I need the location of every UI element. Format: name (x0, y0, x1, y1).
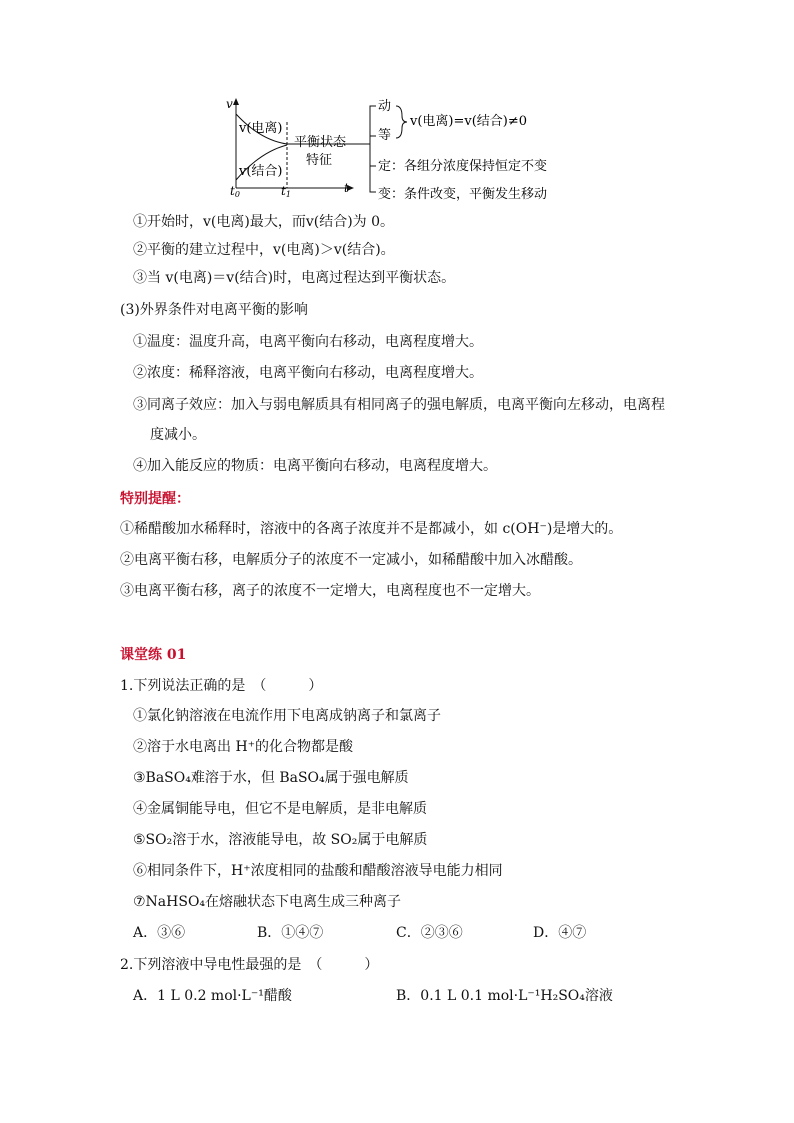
q1-item: ②溶于水电离出 H⁺的化合物都是酸 (133, 739, 354, 755)
t0-sub: 0 (234, 190, 240, 199)
curve-bottom-label: v(结合) (239, 164, 283, 179)
v-axis-label: v (226, 97, 233, 111)
svg-text:t0 (230, 184, 240, 199)
text-line: ③同离子效应：加入与弱电解质具有相同离子的强电解质，电离平衡向左移动，电离程 (133, 397, 665, 413)
q1-option-d: D．④⑦ (533, 925, 587, 941)
t-axis-label: t (344, 181, 349, 195)
deng-condition: v(电离)=v(结合)≠0 (410, 114, 528, 129)
q1-item: ⑤SO₂溶于水，溶液能导电，故 SO₂属于电解质 (133, 832, 428, 848)
t1-sub: 1 (285, 190, 291, 199)
bian-text: 变：条件改变，平衡发生移动 (378, 187, 548, 202)
q1-option-b: B．①④⑦ (257, 925, 324, 941)
center-label-1: 平衡状态 (294, 135, 347, 150)
brace-deng: 等 (378, 128, 392, 143)
q1-option-c: C．②③⑥ (396, 925, 463, 941)
text-line: ①开始时，v(电离)最大，而v(结合)为 0。 (133, 214, 395, 230)
text-line: ②平衡的建立过程中，v(电离)＞v(结合)。 (133, 242, 395, 258)
text-line: ③当 v(电离)＝v(结合)时，电离过程达到平衡状态。 (133, 270, 456, 286)
q1-item: ③BaSO₄难溶于水，但 BaSO₄属于强电解质 (133, 770, 409, 786)
q1-option-a: A．③⑥ (133, 925, 186, 941)
question-2-stem: 2.下列溶液中导电性最强的是 （ ） (120, 957, 379, 973)
brace-dong: 动 (378, 99, 392, 114)
q1-item: ⑦NaHSO₄在熔融状态下电离生成三种离子 (133, 894, 402, 910)
q2-option-b: B．0.1 L 0.1 mol·L⁻¹H₂SO₄溶液 (396, 988, 613, 1004)
svg-text:t1 (281, 184, 291, 199)
ding-text: 定：各组分浓度保持恒定不变 (378, 159, 548, 174)
equilibrium-diagram (220, 92, 580, 202)
practice-title: 课堂练 01 (120, 647, 187, 663)
text-line: ④加入能反应的物质：电离平衡向右移动，电离程度增大。 (133, 458, 497, 474)
text-line: 度减小。 (150, 427, 206, 443)
text-line: ①温度：温度升高，电离平衡向右移动，电离程度增大。 (133, 334, 483, 350)
q1-item: ①氯化钠溶液在电流作用下电离成钠离子和氯离子 (133, 708, 441, 724)
curve-top-label: v(电离) (239, 121, 283, 136)
text-line: ②浓度：稀释溶液，电离平衡向右移动，电离程度增大。 (133, 365, 483, 381)
t1-label: t (281, 184, 286, 198)
special-reminder-title: 特别提醒： (120, 491, 190, 507)
q2-option-a: A．1 L 0.2 mol·L⁻¹醋酸 (133, 988, 292, 1004)
q1-item: ④金属铜能导电，但它不是电解质，是非电解质 (133, 801, 427, 817)
reminder-line: ②电离平衡右移，电解质分子的浓度不一定减小，如稀醋酸中加入冰醋酸。 (120, 552, 582, 568)
reminder-line: ①稀醋酸加水稀释时，溶液中的各离子浓度并不是都减小，如 c(OH⁻)是增大的。 (120, 521, 623, 537)
center-label-2: 特征 (306, 153, 333, 168)
reminder-line: ③电离平衡右移，离子的浓度不一定增大，电离程度也不一定增大。 (120, 583, 540, 599)
q1-item: ⑥相同条件下，H⁺浓度相同的盐酸和醋酸溶液导电能力相同 (133, 863, 503, 879)
section-heading: (3)外界条件对电离平衡的影响 (120, 302, 308, 318)
t0-label: t (230, 184, 235, 198)
question-1-stem: 1.下列说法正确的是 （ ） (120, 678, 323, 694)
